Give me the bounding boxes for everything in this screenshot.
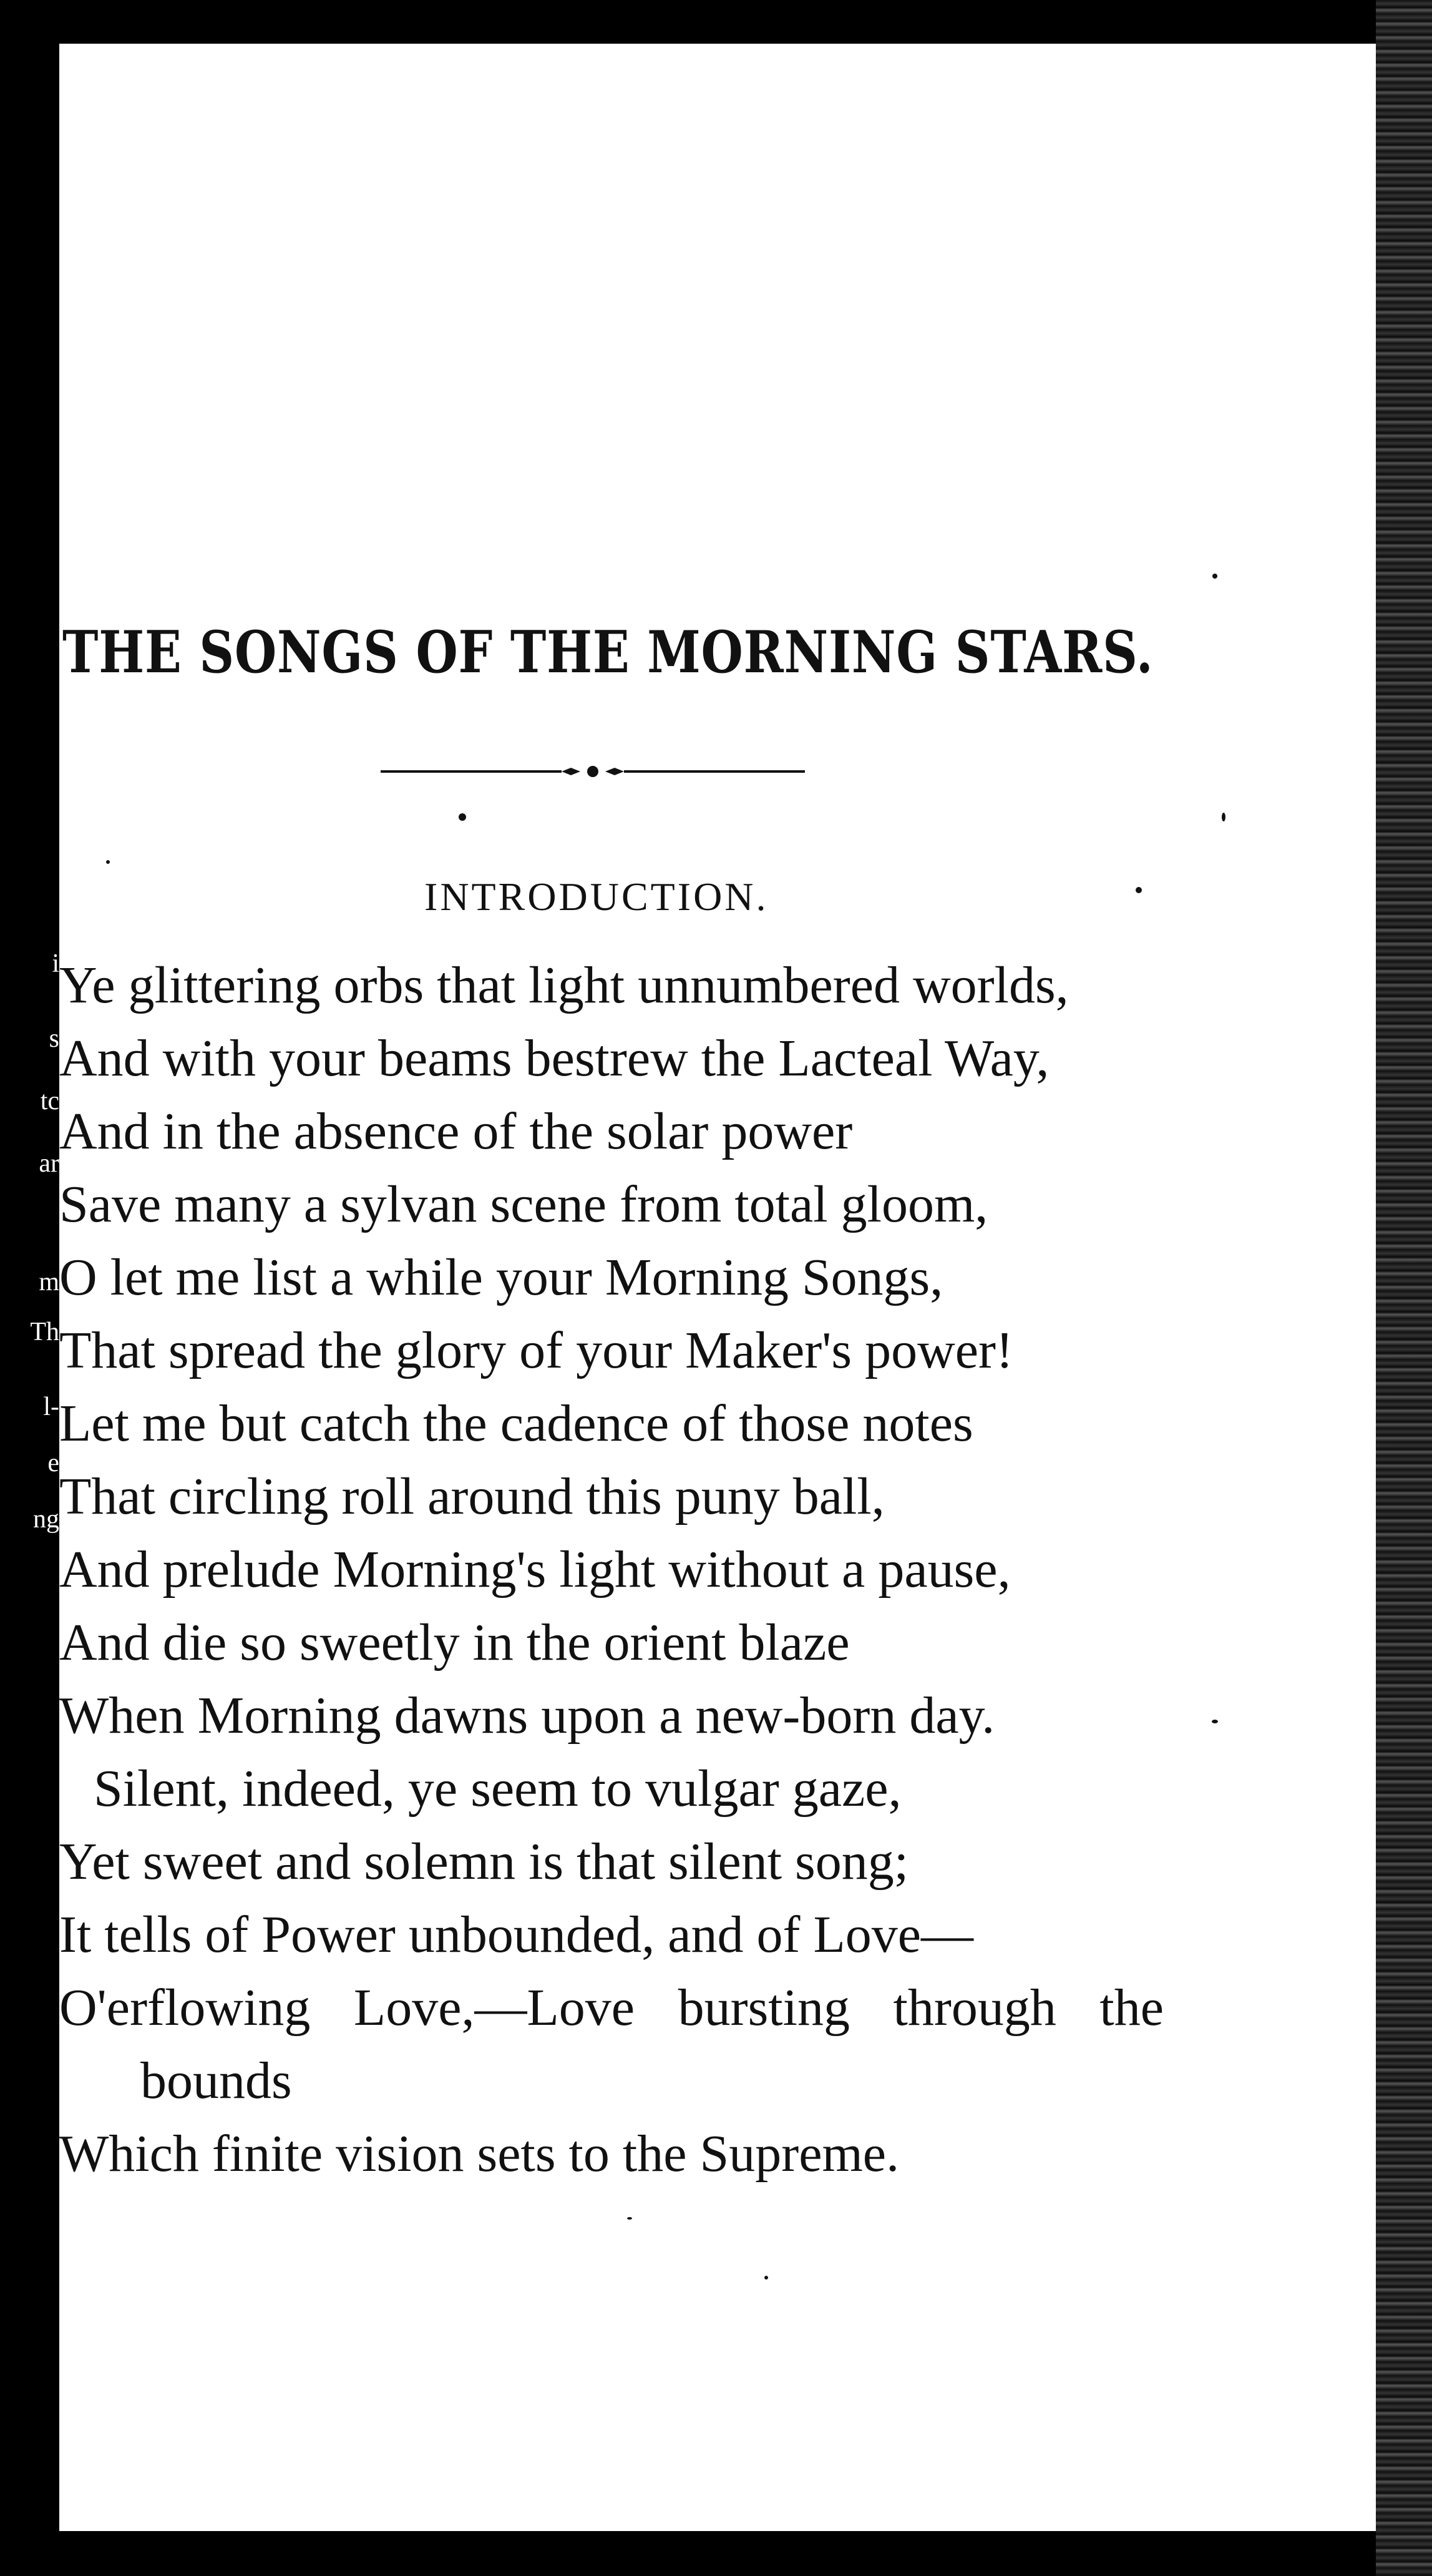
scan-speck [106,860,110,864]
ornament-rule [381,765,805,778]
poem-line-turnover: bounds [140,2052,292,2110]
scan-speck [1212,574,1217,579]
facing-page-fragment: s [49,1024,59,1053]
scan-speck [1136,887,1142,893]
poem [59,949,1182,2190]
poem-line: And in the absence of the solar power [59,1102,853,1160]
poem-line: And with your beams bestrew the Lacteal Way, [59,1029,1050,1087]
scan-speck [1212,1720,1218,1723]
facing-page-fragment: tc [40,1087,59,1115]
facing-page-fragment: Th [30,1318,59,1346]
facing-page-fragment: e [47,1449,59,1477]
poem-line: Let me but catch the cadence of those notes [59,1394,973,1452]
poem-line: Yet sweet and solemn is that silent song; [59,1833,909,1891]
facing-page-fragment: m [39,1268,59,1296]
poem-line: When Morning dawns upon a new-born day. [59,1687,995,1745]
poem-line: Save many a sylvan scene from total gloom, [59,1175,988,1233]
poem-line: Which finite vision sets to the Supreme. [59,2125,900,2183]
poem-line: Ye glittering orbs that light unnumbered worlds, [59,956,1069,1014]
section-heading: INTRODUCTION. [424,874,769,919]
poem-line: O'erflowing Love,—Love bursting through the [59,1979,1164,2037]
facing-page-fragment: i [52,949,59,978]
poem-line: That spread the glory of your Maker's power! [59,1321,1013,1379]
poem-line: O let me list a while your Morning Songs, [59,1248,943,1306]
facing-page-fragment: ar [39,1149,59,1178]
page-title: THE SONGS OF THE MORNING STARS. [62,618,1154,686]
poem-line: It tells of Power unbounded, and of Love— [59,1906,974,1964]
poem-line: And die so sweetly in the orient blaze [59,1614,850,1672]
poem-line: Silent, indeed, ye seem to vulgar gaze, [94,1760,902,1818]
scan-speck [764,2276,768,2280]
scan-border [1376,0,1432,2576]
poem-line: That circling roll around this puny ball, [59,1467,885,1526]
facing-page-fragment: ng [33,1505,59,1534]
poem-line: And prelude Morning's light without a pause, [59,1540,1011,1599]
scan-speck [627,2217,632,2220]
facing-page-fragment: l- [43,1393,59,1421]
scan-speck [1222,813,1225,821]
scan-speck [459,813,466,821]
